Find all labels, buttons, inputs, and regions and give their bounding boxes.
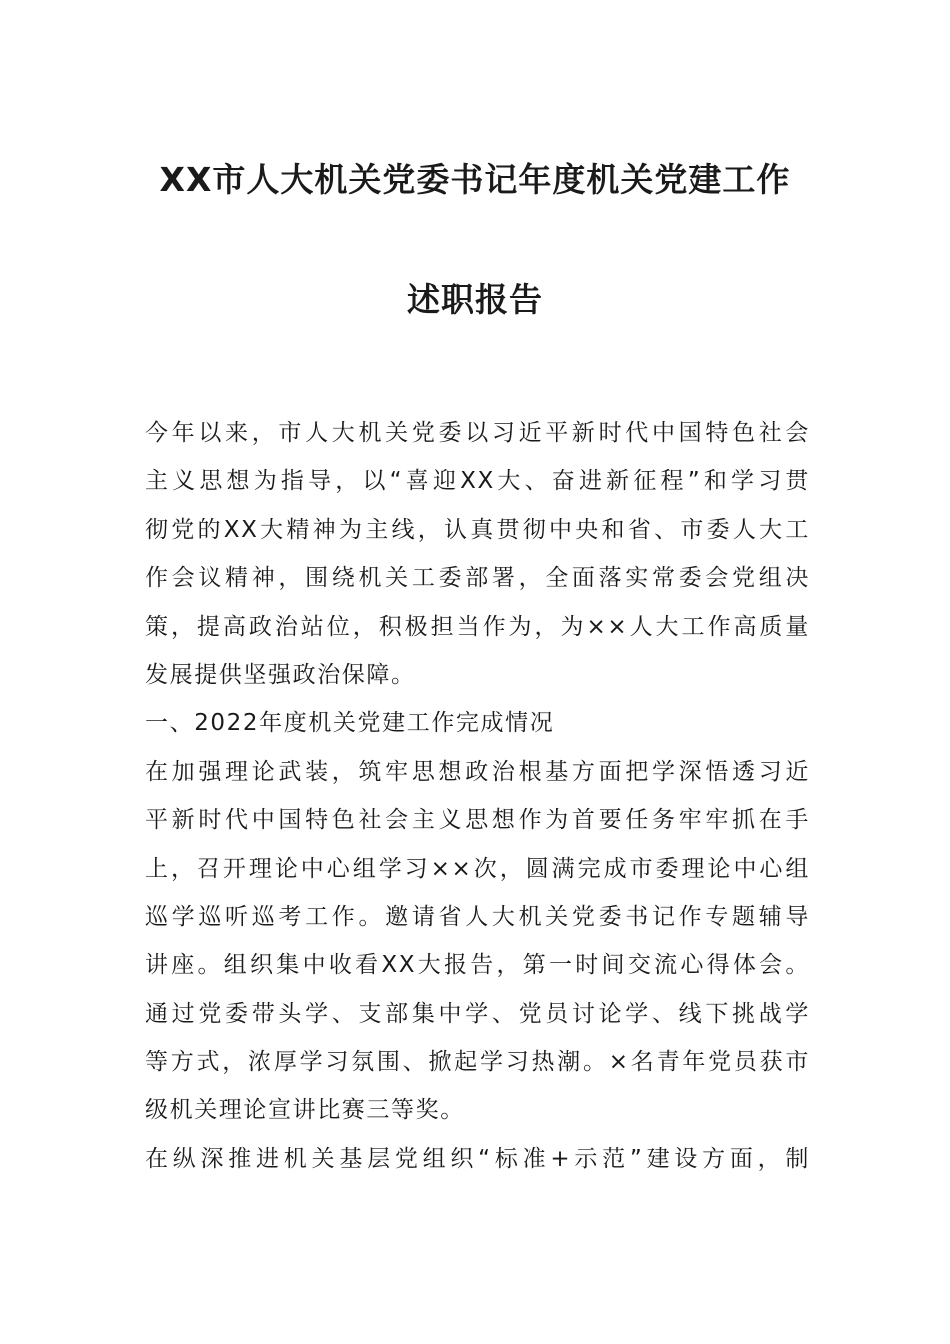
text-line: 彻党的XX大精神为主线，认真贯彻中央和省、市委人大工 [145,516,810,543]
text-line: 等方式，浓厚学习氛围、掀起学习热潮。×名青年党员获市 [145,1049,810,1076]
text-line: 级机关理论宣讲比赛三等奖。 [145,1097,465,1124]
text-line: 作会议精神，围绕机关工委部署，全面落实常委会党组决 [145,565,810,592]
text-line: 今年以来，市人大机关党委以习近平新时代中国特色社会 [145,420,810,446]
section-heading: 一、2022年度机关党建工作完成情况 [145,710,555,737]
text-line: 平新时代中国特色社会主义思想作为首要任务牢牢抓在手 [145,807,810,834]
text-line: 巡学巡听巡考工作。邀请省人大机关党委书记作专题辅导 [145,903,810,930]
document-title-line-2: 述职报告 [407,280,543,319]
document-title-line-1: XX市人大机关党委书记年度机关党建工作 [159,160,791,199]
text-line: 通过党委带头学、支部集中学、党员讨论学、线下挑战学 [145,1000,810,1027]
text-line: 在纵深推进机关基层党组织“标准+示范”建设方面，制 [145,1145,810,1172]
text-line: 上，召开理论中心组学习××次，圆满完成市委理论中心组 [145,855,810,882]
text-line: 策，提高政治站位，积极担当作为，为××人大工作高质量 [145,613,810,640]
text-line: 发展提供坚强政治保障。 [145,661,416,688]
text-line: 讲座。组织集中收看XX大报告，第一时间交流心得体会。 [145,952,810,979]
text-line: 在加强理论武装，筑牢思想政治根基方面把学深悟透习近 [145,758,810,785]
text-line: 主义思想为指导，以“喜迎XX大、奋进新征程”和学习贯 [145,468,810,495]
document-body [145,409,810,1183]
